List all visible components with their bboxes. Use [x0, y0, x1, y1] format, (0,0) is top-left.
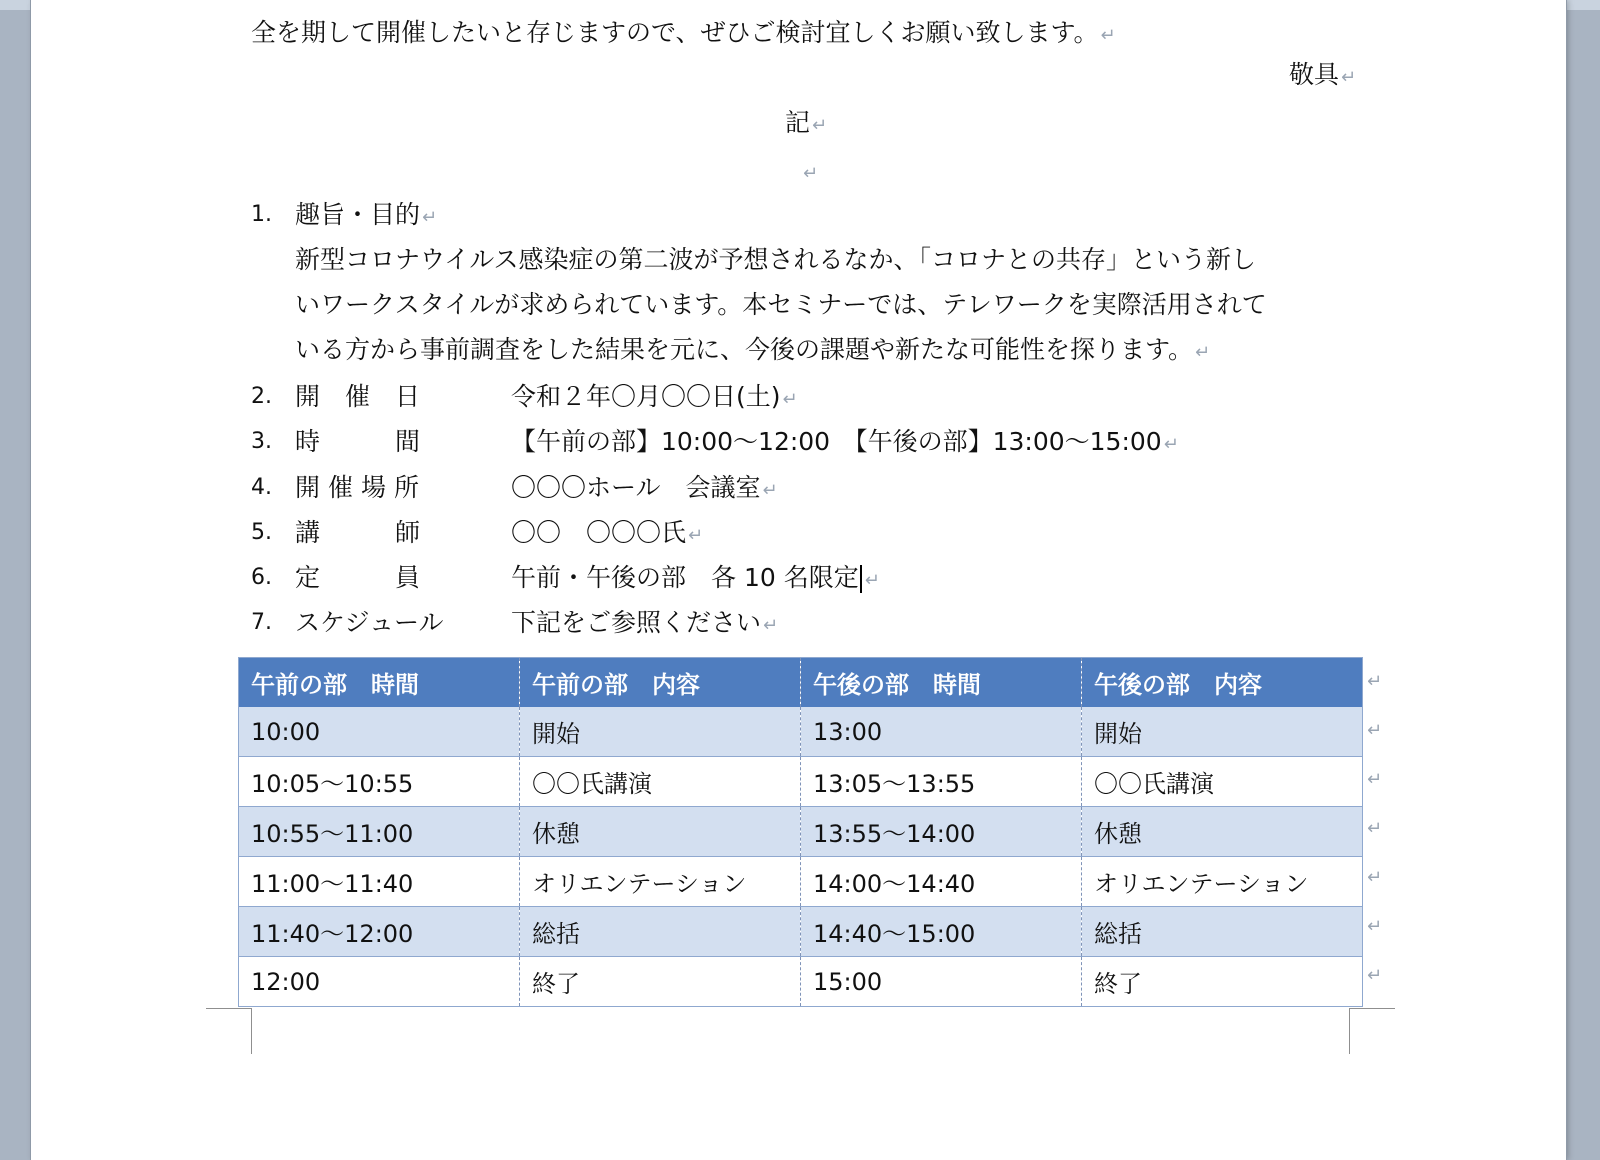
item-number: 1.	[251, 202, 272, 227]
header-cell[interactable]: 午前の部 時間	[239, 658, 520, 708]
purpose-line-3: いる方から事前調査をした結果を元に、今後の課題や新たな可能性を探ります。 ↵	[295, 335, 1211, 364]
table-row	[239, 907, 1363, 957]
item-label: 講 師	[295, 518, 421, 547]
row-end-mark: ↵	[1367, 916, 1383, 937]
table-cell[interactable]: 14:00～14:40	[801, 857, 1082, 907]
paragraph-mark: ↵	[1195, 342, 1211, 363]
closing-text: 敬具 ↵	[1289, 60, 1357, 89]
intro-line: 全を期して開催したいと存じますので、ぜひご検討宜しくお願い致します。 ↵	[251, 18, 1116, 47]
table-cell[interactable]: 13:05～13:55	[801, 757, 1082, 807]
table-cell[interactable]: 13:00	[801, 707, 1082, 757]
header-cell[interactable]: 午後の部 時間	[801, 658, 1082, 708]
crop-mark-left-v	[251, 1008, 252, 1054]
crop-mark-right-h	[1349, 1008, 1395, 1009]
table-cell[interactable]: オリエンテーション	[520, 857, 801, 907]
table-cell[interactable]: 開始	[1082, 707, 1363, 757]
table-cell[interactable]: 終了	[520, 957, 801, 1007]
item-value: 〇〇 〇〇〇氏 ↵	[511, 518, 704, 547]
heading-ki: 記 ↵	[785, 108, 828, 137]
paragraph-mark: ↵	[1100, 25, 1116, 46]
table-cell[interactable]: 12:00	[239, 957, 520, 1007]
table-row	[239, 807, 1363, 857]
row-end-mark: ↵	[1367, 965, 1383, 986]
table-row	[239, 757, 1363, 807]
text-cursor	[860, 565, 862, 593]
row-end-mark: ↵	[1367, 671, 1383, 692]
item-label: 時 間	[295, 427, 421, 456]
table-row	[239, 957, 1363, 1007]
empty-paragraph	[801, 156, 818, 189]
table-cell[interactable]: 開始	[520, 707, 801, 757]
table-cell[interactable]: 総括	[1082, 907, 1363, 957]
item-label: 開催場所	[295, 473, 428, 502]
row-end-mark: ↵	[1367, 867, 1383, 888]
row-end-mark: ↵	[1367, 769, 1383, 790]
purpose-line-1: 新型コロナウイルス感染症の第二波が予想されるなか、「コロナとの共存」という新し	[295, 245, 1257, 274]
table-cell[interactable]: オリエンテーション	[1082, 857, 1363, 907]
schedule-table[interactable]	[238, 657, 1363, 1007]
item-value: 〇〇〇ホール 会議室 ↵	[511, 473, 778, 502]
item-label: 定 員	[295, 563, 421, 592]
paragraph-mark: ↵	[1341, 67, 1357, 88]
item-label: スケジュール	[295, 608, 444, 637]
table-row	[239, 857, 1363, 907]
row-end-marks	[1367, 657, 1387, 1000]
table-cell[interactable]: 11:00～11:40	[239, 857, 520, 907]
table-cell[interactable]: 10:55～11:00	[239, 807, 520, 857]
header-cell[interactable]: 午前の部 内容	[520, 658, 801, 708]
table-cell[interactable]: 15:00	[801, 957, 1082, 1007]
item-label: 趣旨・目的 ↵	[295, 200, 438, 229]
table-row	[239, 707, 1363, 757]
purpose-line-2: いワークスタイルが求められています。本セミナーでは、テレワークを実際活用されて	[295, 290, 1267, 319]
table-cell[interactable]: 休憩	[1082, 807, 1363, 857]
table-cell[interactable]: 終了	[1082, 957, 1363, 1007]
table-cell[interactable]: 14:40～15:00	[801, 907, 1082, 957]
table-cell[interactable]: 休憩	[520, 807, 801, 857]
header-cell[interactable]: 午後の部 内容	[1082, 658, 1363, 708]
item-value: 下記をご参照ください ↵	[511, 608, 779, 637]
item-label: 開 催 日	[295, 382, 421, 411]
row-end-mark: ↵	[1367, 818, 1383, 839]
paragraph-mark: ↵	[803, 163, 819, 184]
paragraph-mark: ↵	[812, 115, 828, 136]
crop-mark-left-h	[206, 1008, 252, 1009]
item-value: 午前・午後の部 各 10 名限定 ↵	[511, 563, 880, 592]
item-value: 令和２年〇月〇〇日(土) ↵	[511, 382, 798, 411]
table-header-row	[239, 658, 1363, 708]
table-cell[interactable]: 〇〇氏講演	[1082, 757, 1363, 807]
row-end-mark: ↵	[1367, 720, 1383, 741]
table-cell[interactable]: 総括	[520, 907, 801, 957]
crop-mark-right-v	[1349, 1008, 1350, 1054]
table-cell[interactable]: 13:55～14:00	[801, 807, 1082, 857]
table-cell[interactable]: 10:05～10:55	[239, 757, 520, 807]
document-page[interactable]: 全を期して開催したいと存じますので、ぜひご検討宜しくお願い致します。 ↵ 敬具 ↵ 記 ↵ ↵ 1. 趣旨・目的 ↵ 新型コロナウイルス感染症の第二波が予想されるなか、「コロナとの共存」という新し いワークスタイルが求められています。本セミナーでは、テレワークを実際活用されて いる方から事前調査をした結果を元に、今後の課題や新たな可能性を探ります。 ↵ 2. 開 催 日 令和２年〇月〇〇日(土) ↵ 3. 時 間 【午前の部】10:00～12:00 【午後の部】13:00～15:00 ↵ 4. 開催場所 〇〇〇ホール 会議室 ↵ 5. 講 師 〇〇 〇〇〇氏 ↵ 6. 定 員 午前・午後の部 各 10 名限定 ↵ 7. スケジュール 下記をご参照ください ↵ 午前の部 時間 午前の部 内容 午後の部 時間 午後の部 内容 10:00 開始 13:00 開始 10:05～10:55 〇〇氏講演 13:05～13:55 〇〇氏講演 10:55～11:00 休憩 13:55～14:00 休憩 11:00～11:40 オリエンテーション 14:00～14:40 オリエンテーション 11:40～12:00 総括 14:40～15:00 総括 12:00 終了 15:00 終了 ↵ ↵ ↵ ↵ ↵ ↵ ↵	[31, 0, 1566, 1160]
table-cell[interactable]: 〇〇氏講演	[520, 757, 801, 807]
table-cell[interactable]: 10:00	[239, 707, 520, 757]
table-cell[interactable]: 11:40～12:00	[239, 907, 520, 957]
item-value: 【午前の部】10:00～12:00 【午後の部】13:00～15:00 ↵	[511, 427, 1179, 456]
